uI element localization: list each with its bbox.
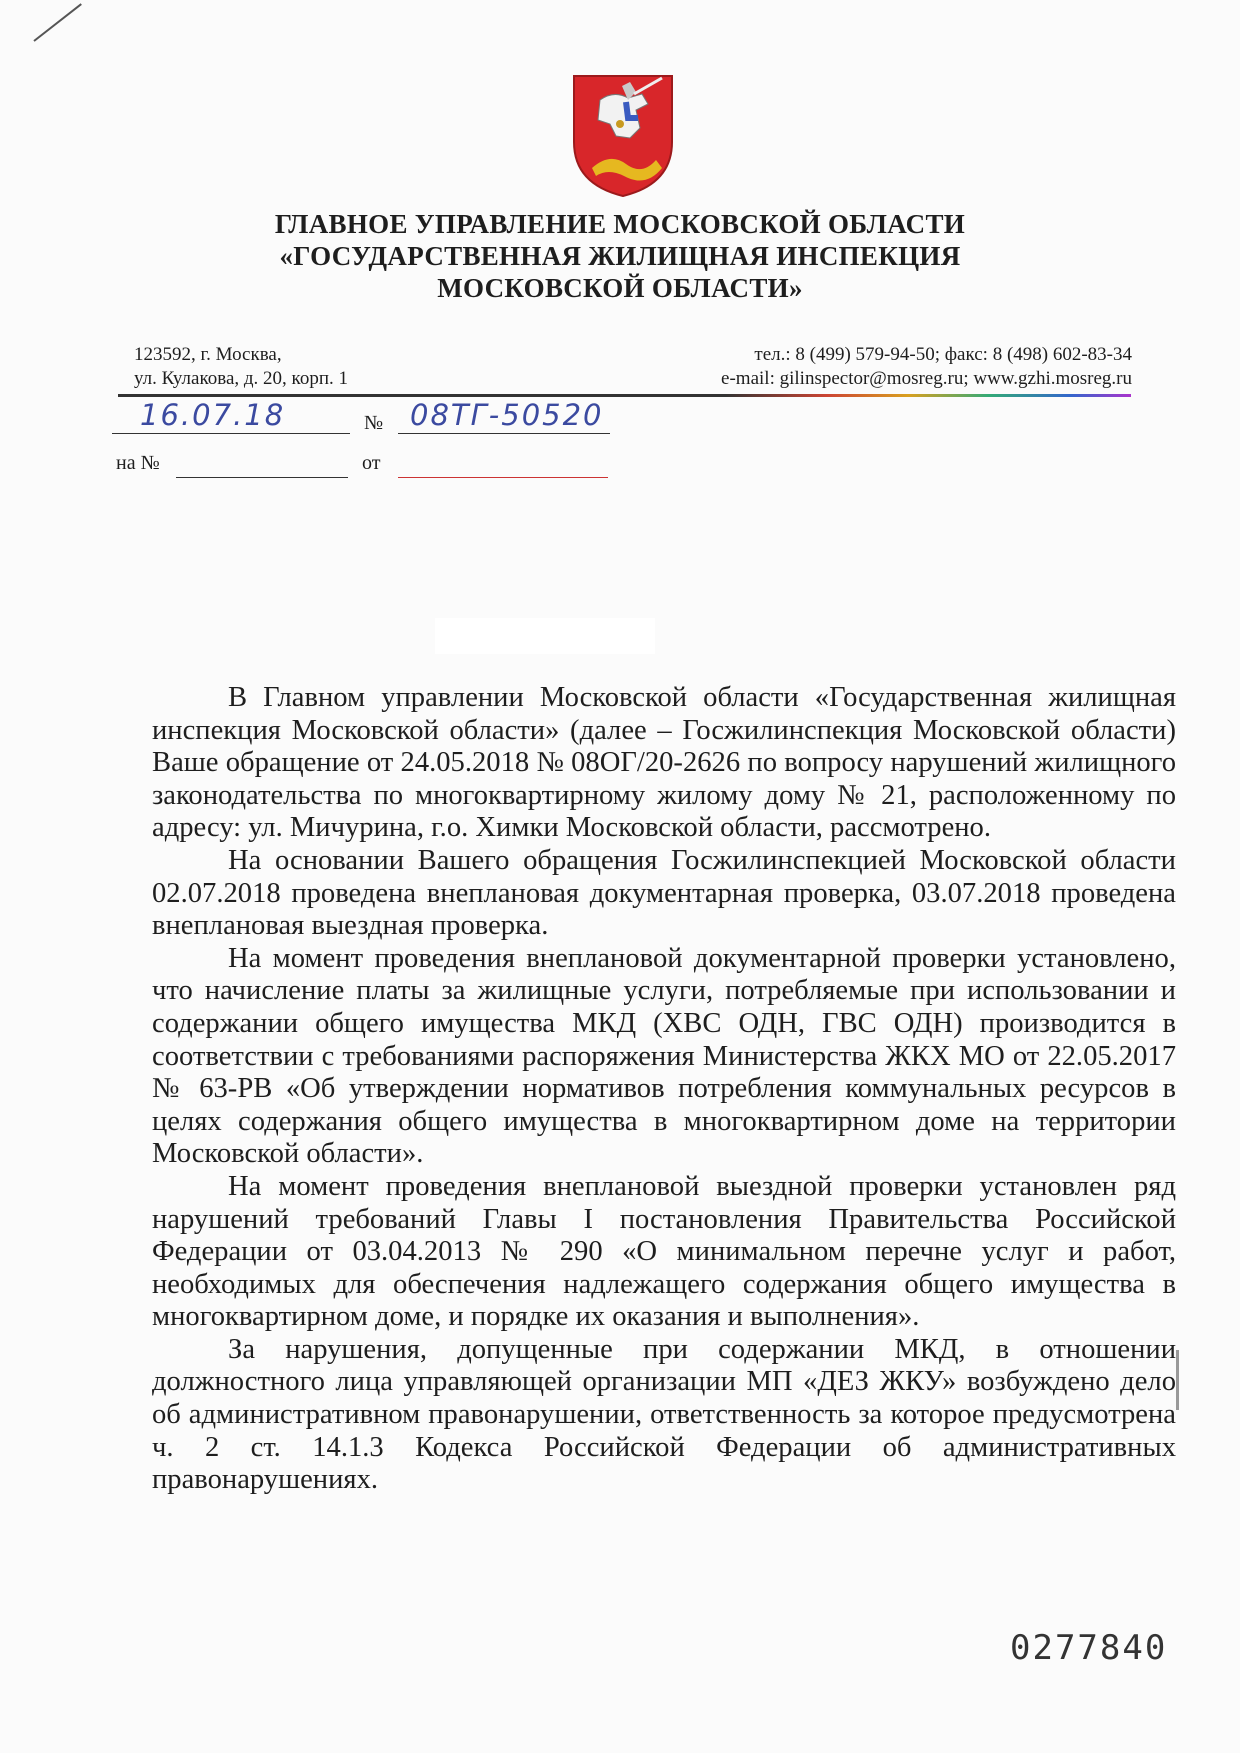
title-line-2: «ГОСУДАРСТВЕННАЯ ЖИЛИЩНАЯ ИНСПЕКЦИЯ <box>279 241 961 271</box>
outgoing-date: 16.07.18 <box>140 398 286 432</box>
number-label: № <box>364 412 384 434</box>
phone-fax: тел.: 8 (499) 579-94-50; факс: 8 (498) 602-83-34 <box>754 344 1132 365</box>
organization-title <box>220 208 1020 304</box>
address-street: ул. Кулакова, д. 20, корп. 1 <box>134 368 348 389</box>
body-paragraph-5: За нарушения, допущенные при содержании МКД, в отношении должностного лица управляющей организации МП «ДЕЗ ЖКУ» возбуждено дело об административном правонарушении, ответственность за которое предусмотрена ч. 2 ст. 14.1.3 Кодекса Российской Федерации об административных правонарушениях. <box>152 1333 1176 1496</box>
reply-number-underline <box>176 477 348 478</box>
letter-body <box>152 682 1176 1497</box>
email-website: e-mail: gilinspector@mosreg.ru; www.gzhi.mosreg.ru <box>721 368 1132 389</box>
title-line-3: МОСКОВСКОЙ ОБЛАСТИ» <box>437 273 803 303</box>
body-paragraph-1: В Главном управлении Московской области «Государственная жилищная инспекция Московской области» (далее – Госжилинспекция Московской области) Ваше обращение от 24.05.2018 № 08ОГ/20-2626 по вопросу нарушений жилищного законодательства по многоквартирному жилому дому № 21, расположенному по адресу: ул. Мичурина, г.о. Химки Московской области, рассмотрено. <box>152 682 1176 844</box>
from-label: от <box>362 452 381 474</box>
postal-address <box>134 343 348 391</box>
body-paragraph-2: На основании Вашего обращения Госжилинспекцией Московской области 02.07.2018 проведена внеплановая документарная проверка, 03.07.2018 проведена внеплановая выездная проверка. <box>152 844 1176 942</box>
title-line-1: ГЛАВНОЕ УПРАВЛЕНИЕ МОСКОВСКОЙ ОБЛАСТИ <box>274 209 966 239</box>
reply-to-label: на № <box>116 452 160 474</box>
contact-info <box>721 343 1132 391</box>
serial-number: 0277840 <box>1010 1628 1168 1668</box>
page-edge-mark <box>1176 1350 1179 1410</box>
body-paragraph-4: На момент проведения внеплановой выездной проверки установлен ряд нарушений требований Главы I постановления Правительства Российской Федерации от 03.04.2013 № 290 «О минимальном перечне услуг и работ, необходимых для обеспечения надлежащего содержания общего имущества в многоквартирном доме, и порядке их оказания и выполнения». <box>152 1170 1176 1333</box>
coat-of-arms-icon <box>570 72 676 200</box>
number-underline <box>398 433 610 434</box>
address-city: 123592, г. Москва, <box>134 344 282 365</box>
date-underline <box>112 433 350 434</box>
redaction-strip <box>435 618 655 654</box>
pen-mark <box>33 3 82 42</box>
body-paragraph-3: На момент проведения внеплановой документарной проверки установлено, что начисление платы за жилищные услуги, потребляемые при использовании и содержании общего имущества МКД (ХВС ОДН, ГВС ОДН) производится в соответствии с требованиями распоряжения Министерства ЖКХ МО от 22.05.2017 № 63-РВ «Об утверждении нормативов потребления коммунальных ресурсов в целях содержания общего имущества в многоквартирном доме на территории Московской области». <box>152 942 1176 1170</box>
outgoing-number: 08ТГ-50520 <box>410 398 604 432</box>
header-divider <box>118 394 1131 397</box>
reply-date-underline <box>398 477 608 478</box>
